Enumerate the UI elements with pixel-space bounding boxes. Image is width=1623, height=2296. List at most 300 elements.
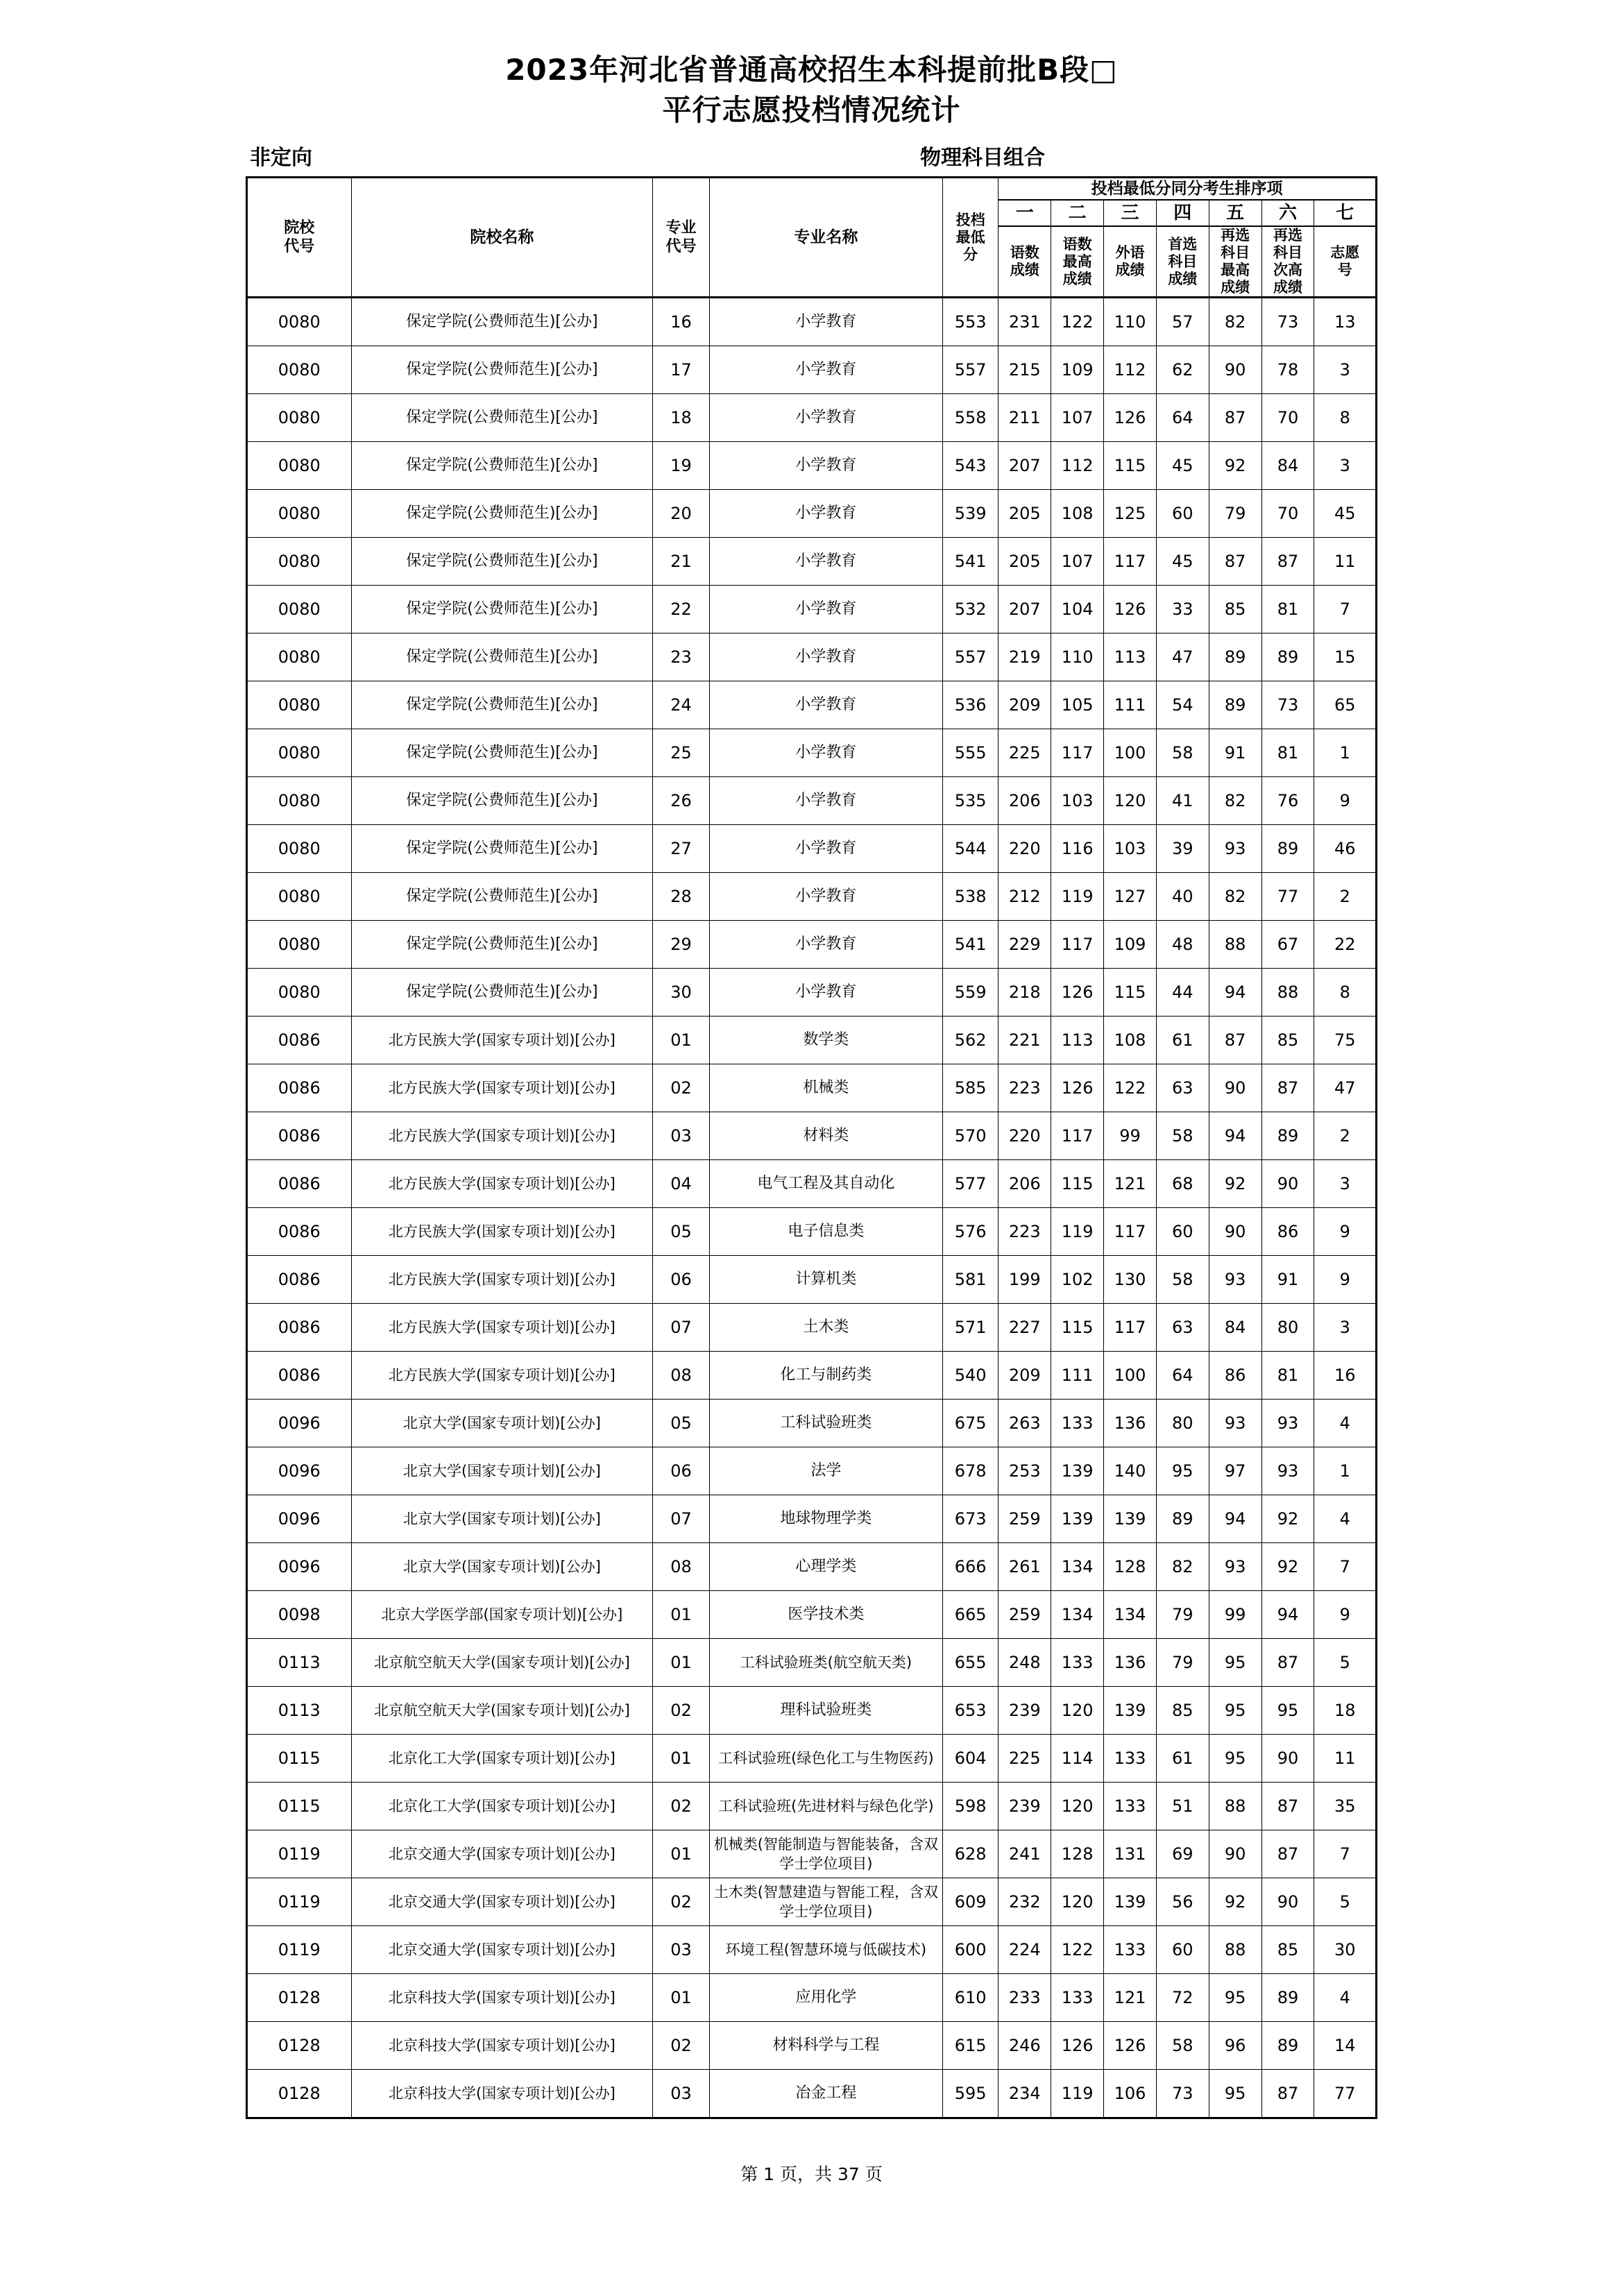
- subheader-subject-group-label: 物理科目组合: [920, 146, 1045, 170]
- cell-tiebreak-2: 107: [1051, 538, 1104, 586]
- cell-tiebreak-1: 206: [999, 777, 1051, 825]
- cell-tiebreak-2: 133: [1051, 1639, 1104, 1687]
- cell-tiebreak-1: 231: [999, 298, 1051, 346]
- table-row: [247, 586, 1377, 633]
- header-school-code-line1: 院校: [284, 219, 315, 237]
- cell-tiebreak-1: 233: [999, 1974, 1051, 2022]
- cell-volunteer-number: 5: [1314, 1878, 1377, 1926]
- cell-major-name: 工科试验班类(航空航天类): [709, 1639, 942, 1687]
- cell-tiebreak-6: 89: [1261, 1974, 1314, 2022]
- cell-tiebreak-6: 70: [1261, 490, 1314, 538]
- table-row: [247, 1400, 1377, 1447]
- cell-min-score: 595: [942, 2070, 998, 2118]
- cell-tiebreak-6: 90: [1261, 1878, 1314, 1926]
- cell-tiebreak-4: 79: [1156, 1639, 1209, 1687]
- cell-school-code: 0128: [247, 2022, 352, 2070]
- cell-major-name: 医学技术类: [709, 1591, 942, 1639]
- header-sub-2-line1: 语数: [1062, 235, 1092, 253]
- cell-tiebreak-5: 88: [1209, 1926, 1261, 1974]
- cell-school-code: 0080: [247, 346, 352, 394]
- cell-tiebreak-4: 63: [1156, 1064, 1209, 1112]
- cell-school-name: 保定学院(公费师范生)[公办]: [351, 873, 653, 921]
- cell-major-name: 材料类: [709, 1112, 942, 1160]
- cell-min-score: 555: [942, 729, 998, 777]
- cell-tiebreak-1: 205: [999, 490, 1051, 538]
- cell-tiebreak-1: 220: [999, 1112, 1051, 1160]
- cell-tiebreak-3: 130: [1104, 1256, 1157, 1304]
- cell-tiebreak-2: 115: [1051, 1160, 1104, 1208]
- cell-tiebreak-3: 100: [1104, 1352, 1157, 1400]
- cell-major-name: 工科试验班(绿色化工与生物医药): [709, 1735, 942, 1783]
- cell-tiebreak-6: 87: [1261, 1064, 1314, 1112]
- table-row: [247, 1256, 1377, 1304]
- cell-tiebreak-1: 212: [999, 873, 1051, 921]
- cell-school-name: 北方民族大学(国家专项计划)[公办]: [351, 1112, 653, 1160]
- title-line-2: 平行志愿投档情况统计: [662, 93, 961, 127]
- cell-tiebreak-1: 225: [999, 1735, 1051, 1783]
- cell-major-name: 环境工程(智慧环境与低碳技术): [709, 1926, 942, 1974]
- cell-school-name: 保定学院(公费师范生)[公办]: [351, 586, 653, 633]
- cell-tiebreak-3: 131: [1104, 1830, 1157, 1878]
- table-row: [247, 1447, 1377, 1495]
- cell-tiebreak-3: 139: [1104, 1687, 1157, 1735]
- cell-school-code: 0080: [247, 298, 352, 346]
- cell-tiebreak-4: 60: [1156, 490, 1209, 538]
- cell-tiebreak-2: 122: [1051, 1926, 1104, 1974]
- cell-school-code: 0080: [247, 729, 352, 777]
- cell-tiebreak-6: 67: [1261, 921, 1314, 969]
- cell-tiebreak-2: 114: [1051, 1735, 1104, 1783]
- cell-volunteer-number: 4: [1314, 1495, 1377, 1543]
- cell-major-name: 小学教育: [709, 442, 942, 490]
- cell-school-name: 保定学院(公费师范生)[公办]: [351, 969, 653, 1017]
- cell-tiebreak-6: 89: [1261, 2022, 1314, 2070]
- cell-tiebreak-4: 82: [1156, 1543, 1209, 1591]
- cell-school-code: 0098: [247, 1591, 352, 1639]
- cell-major-name: 小学教育: [709, 873, 942, 921]
- cell-tiebreak-3: 136: [1104, 1639, 1157, 1687]
- cell-volunteer-number: 9: [1314, 1208, 1377, 1256]
- header-row-group: [247, 178, 1377, 201]
- cell-tiebreak-4: 48: [1156, 921, 1209, 969]
- table-row: [247, 1352, 1377, 1400]
- cell-tiebreak-2: 120: [1051, 1878, 1104, 1926]
- cell-tiebreak-1: 211: [999, 394, 1051, 442]
- cell-min-score: 615: [942, 2022, 998, 2070]
- cell-volunteer-number: 8: [1314, 394, 1377, 442]
- cell-major-name: 土木类(智慧建造与智能工程，含双学士学位项目): [709, 1878, 942, 1926]
- cell-school-code: 0080: [247, 538, 352, 586]
- cell-tiebreak-5: 79: [1209, 490, 1261, 538]
- header-sub-4: [1156, 226, 1209, 298]
- cell-major-name: 小学教育: [709, 825, 942, 873]
- cell-tiebreak-5: 94: [1209, 1495, 1261, 1543]
- cell-tiebreak-5: 95: [1209, 2070, 1261, 2118]
- cell-tiebreak-5: 97: [1209, 1447, 1261, 1495]
- header-min-score-line3: 分: [963, 246, 978, 263]
- header-sub-1: [999, 226, 1051, 298]
- header-numeral-6: 六: [1261, 200, 1314, 226]
- cell-tiebreak-3: 134: [1104, 1591, 1157, 1639]
- cell-tiebreak-6: 88: [1261, 969, 1314, 1017]
- cell-school-name: 保定学院(公费师范生)[公办]: [351, 729, 653, 777]
- cell-major-name: 地球物理学类: [709, 1495, 942, 1543]
- cell-major-code: 01: [653, 1735, 710, 1783]
- cell-tiebreak-6: 94: [1261, 1591, 1314, 1639]
- cell-volunteer-number: 4: [1314, 1400, 1377, 1447]
- cell-school-name: 北方民族大学(国家专项计划)[公办]: [351, 1256, 653, 1304]
- cell-school-name: 北京科技大学(国家专项计划)[公办]: [351, 1974, 653, 2022]
- cell-school-code: 0086: [247, 1208, 352, 1256]
- cell-school-code: 0080: [247, 921, 352, 969]
- cell-tiebreak-5: 87: [1209, 1017, 1261, 1064]
- cell-school-code: 0080: [247, 394, 352, 442]
- cell-tiebreak-5: 87: [1209, 394, 1261, 442]
- header-min-score-line1: 投档: [955, 211, 985, 228]
- header-min-score: [942, 178, 998, 298]
- cell-tiebreak-5: 95: [1209, 1735, 1261, 1783]
- cell-school-code: 0096: [247, 1447, 352, 1495]
- header-sub-4-line2: 科目: [1168, 253, 1198, 270]
- cell-school-code: 0128: [247, 2070, 352, 2118]
- table-row: [247, 1735, 1377, 1783]
- cell-tiebreak-4: 58: [1156, 2022, 1209, 2070]
- cell-school-name: 北京交通大学(国家专项计划)[公办]: [351, 1830, 653, 1878]
- cell-tiebreak-5: 91: [1209, 729, 1261, 777]
- cell-major-code: 07: [653, 1304, 710, 1352]
- cell-min-score: 628: [942, 1830, 998, 1878]
- cell-major-code: 19: [653, 442, 710, 490]
- cell-tiebreak-3: 117: [1104, 1208, 1157, 1256]
- cell-tiebreak-6: 70: [1261, 394, 1314, 442]
- cell-tiebreak-4: 45: [1156, 538, 1209, 586]
- table-row: [247, 1064, 1377, 1112]
- cell-tiebreak-3: 121: [1104, 1974, 1157, 2022]
- header-sub-4-line3: 成绩: [1168, 270, 1198, 287]
- cell-tiebreak-1: 232: [999, 1878, 1051, 1926]
- cell-tiebreak-5: 93: [1209, 825, 1261, 873]
- cell-school-name: 保定学院(公费师范生)[公办]: [351, 633, 653, 681]
- cell-major-name: 计算机类: [709, 1256, 942, 1304]
- cell-min-score: 541: [942, 921, 998, 969]
- cell-tiebreak-2: 111: [1051, 1352, 1104, 1400]
- cell-volunteer-number: 8: [1314, 969, 1377, 1017]
- cell-major-name: 电子信息类: [709, 1208, 942, 1256]
- cell-major-code: 08: [653, 1543, 710, 1591]
- header-sub-5-line4: 成绩: [1221, 279, 1250, 296]
- cell-volunteer-number: 9: [1314, 777, 1377, 825]
- cell-tiebreak-6: 81: [1261, 729, 1314, 777]
- header-sub-5: [1209, 226, 1261, 298]
- cell-tiebreak-5: 92: [1209, 1160, 1261, 1208]
- cell-major-code: 02: [653, 1783, 710, 1830]
- cell-volunteer-number: 3: [1314, 1160, 1377, 1208]
- cell-tiebreak-6: 89: [1261, 1112, 1314, 1160]
- header-major-code-line1: 专业: [665, 219, 697, 237]
- cell-major-code: 16: [653, 298, 710, 346]
- cell-volunteer-number: 22: [1314, 921, 1377, 969]
- cell-tiebreak-4: 72: [1156, 1974, 1209, 2022]
- table-row: [247, 969, 1377, 1017]
- cell-school-name: 保定学院(公费师范生)[公办]: [351, 777, 653, 825]
- cell-tiebreak-6: 85: [1261, 1017, 1314, 1064]
- header-sub-7-line2: 号: [1337, 262, 1352, 278]
- cell-tiebreak-4: 51: [1156, 1783, 1209, 1830]
- table-row: [247, 1878, 1377, 1926]
- cell-tiebreak-1: 209: [999, 681, 1051, 729]
- cell-school-name: 北京交通大学(国家专项计划)[公办]: [351, 1926, 653, 1974]
- cell-tiebreak-1: 248: [999, 1639, 1051, 1687]
- cell-volunteer-number: 3: [1314, 1304, 1377, 1352]
- cell-school-code: 0096: [247, 1495, 352, 1543]
- cell-tiebreak-3: 125: [1104, 490, 1157, 538]
- cell-school-name: 北京航空航天大学(国家专项计划)[公办]: [351, 1687, 653, 1735]
- cell-tiebreak-2: 112: [1051, 442, 1104, 490]
- cell-major-name: 化工与制药类: [709, 1352, 942, 1400]
- cell-tiebreak-6: 90: [1261, 1160, 1314, 1208]
- cell-tiebreak-4: 39: [1156, 825, 1209, 873]
- cell-school-name: 北京化工大学(国家专项计划)[公办]: [351, 1783, 653, 1830]
- cell-school-code: 0080: [247, 969, 352, 1017]
- page-footer: 第 1 页，共 37 页: [740, 2164, 883, 2184]
- cell-major-code: 01: [653, 1830, 710, 1878]
- cell-tiebreak-2: 134: [1051, 1543, 1104, 1591]
- cell-major-code: 28: [653, 873, 710, 921]
- cell-tiebreak-1: 225: [999, 729, 1051, 777]
- cell-volunteer-number: 14: [1314, 2022, 1377, 2070]
- cell-tiebreak-3: 126: [1104, 586, 1157, 633]
- cell-tiebreak-5: 92: [1209, 1878, 1261, 1926]
- cell-tiebreak-5: 92: [1209, 442, 1261, 490]
- cell-tiebreak-4: 58: [1156, 1256, 1209, 1304]
- cell-school-name: 北京化工大学(国家专项计划)[公办]: [351, 1735, 653, 1783]
- cell-tiebreak-4: 60: [1156, 1926, 1209, 1974]
- header-major-name: 专业名称: [709, 178, 942, 298]
- cell-tiebreak-6: 87: [1261, 538, 1314, 586]
- cell-min-score: 538: [942, 873, 998, 921]
- cell-tiebreak-3: 136: [1104, 1400, 1157, 1447]
- cell-tiebreak-3: 106: [1104, 2070, 1157, 2118]
- table-row: [247, 681, 1377, 729]
- cell-tiebreak-4: 44: [1156, 969, 1209, 1017]
- table-row: [247, 538, 1377, 586]
- header-sub-3-line2: 成绩: [1115, 262, 1145, 278]
- cell-school-code: 0086: [247, 1160, 352, 1208]
- header-sub-6-line3: 次高: [1273, 262, 1302, 278]
- cell-school-code: 0128: [247, 1974, 352, 2022]
- cell-tiebreak-4: 57: [1156, 298, 1209, 346]
- cell-min-score: 535: [942, 777, 998, 825]
- cell-major-code: 21: [653, 538, 710, 586]
- cell-school-code: 0080: [247, 681, 352, 729]
- cell-volunteer-number: 3: [1314, 346, 1377, 394]
- cell-tiebreak-4: 60: [1156, 1208, 1209, 1256]
- cell-major-code: 26: [653, 777, 710, 825]
- cell-major-name: 小学教育: [709, 969, 942, 1017]
- cell-major-code: 02: [653, 2022, 710, 2070]
- cell-tiebreak-2: 116: [1051, 825, 1104, 873]
- cell-tiebreak-5: 82: [1209, 777, 1261, 825]
- cell-school-name: 北京科技大学(国家专项计划)[公办]: [351, 2070, 653, 2118]
- cell-major-name: 冶金工程: [709, 2070, 942, 2118]
- cell-tiebreak-4: 62: [1156, 346, 1209, 394]
- admission-statistics-table: [246, 176, 1377, 2119]
- cell-tiebreak-6: 90: [1261, 1735, 1314, 1783]
- cell-major-name: 小学教育: [709, 586, 942, 633]
- cell-tiebreak-6: 92: [1261, 1495, 1314, 1543]
- cell-school-code: 0119: [247, 1830, 352, 1878]
- table-row: [247, 490, 1377, 538]
- cell-school-code: 0080: [247, 825, 352, 873]
- cell-tiebreak-3: 113: [1104, 633, 1157, 681]
- cell-school-code: 0096: [247, 1543, 352, 1591]
- cell-major-code: 03: [653, 1112, 710, 1160]
- cell-min-score: 581: [942, 1256, 998, 1304]
- cell-tiebreak-2: 113: [1051, 1017, 1104, 1064]
- cell-major-name: 应用化学: [709, 1974, 942, 2022]
- cell-min-score: 557: [942, 346, 998, 394]
- cell-min-score: 675: [942, 1400, 998, 1447]
- cell-tiebreak-3: 108: [1104, 1017, 1157, 1064]
- cell-school-name: 北方民族大学(国家专项计划)[公办]: [351, 1160, 653, 1208]
- header-sub-5-line3: 最高: [1221, 262, 1250, 278]
- cell-tiebreak-2: 126: [1051, 969, 1104, 1017]
- cell-tiebreak-3: 110: [1104, 298, 1157, 346]
- cell-school-code: 0115: [247, 1735, 352, 1783]
- cell-min-score: 609: [942, 1878, 998, 1926]
- cell-major-name: 工科试验班(先进材料与绿色化学): [709, 1783, 942, 1830]
- cell-school-code: 0086: [247, 1112, 352, 1160]
- cell-tiebreak-1: 241: [999, 1830, 1051, 1878]
- cell-tiebreak-5: 82: [1209, 298, 1261, 346]
- cell-tiebreak-1: 215: [999, 346, 1051, 394]
- cell-tiebreak-5: 93: [1209, 1543, 1261, 1591]
- cell-tiebreak-6: 73: [1261, 681, 1314, 729]
- cell-major-code: 04: [653, 1160, 710, 1208]
- cell-tiebreak-5: 84: [1209, 1304, 1261, 1352]
- cell-tiebreak-4: 56: [1156, 1878, 1209, 1926]
- cell-major-code: 01: [653, 1639, 710, 1687]
- cell-tiebreak-3: 99: [1104, 1112, 1157, 1160]
- cell-volunteer-number: 1: [1314, 729, 1377, 777]
- cell-major-name: 机械类(智能制造与智能装备，含双学士学位项目): [709, 1830, 942, 1878]
- cell-tiebreak-1: 224: [999, 1926, 1051, 1974]
- cell-school-name: 北京大学(国家专项计划)[公办]: [351, 1447, 653, 1495]
- header-numeral-3: 三: [1104, 200, 1157, 226]
- cell-tiebreak-6: 73: [1261, 298, 1314, 346]
- cell-tiebreak-5: 95: [1209, 1687, 1261, 1735]
- cell-tiebreak-2: 108: [1051, 490, 1104, 538]
- cell-major-code: 05: [653, 1208, 710, 1256]
- cell-tiebreak-3: 139: [1104, 1878, 1157, 1926]
- cell-tiebreak-3: 133: [1104, 1926, 1157, 1974]
- header-sub-2-line3: 成绩: [1062, 270, 1092, 287]
- cell-tiebreak-4: 63: [1156, 1304, 1209, 1352]
- cell-tiebreak-4: 79: [1156, 1591, 1209, 1639]
- cell-tiebreak-3: 121: [1104, 1160, 1157, 1208]
- cell-school-name: 北京航空航天大学(国家专项计划)[公办]: [351, 1639, 653, 1687]
- cell-tiebreak-4: 61: [1156, 1017, 1209, 1064]
- header-sub-6-line4: 成绩: [1273, 279, 1302, 296]
- cell-tiebreak-2: 128: [1051, 1830, 1104, 1878]
- cell-tiebreak-1: 227: [999, 1304, 1051, 1352]
- table-row: [247, 1783, 1377, 1830]
- cell-tiebreak-1: 229: [999, 921, 1051, 969]
- cell-tiebreak-6: 81: [1261, 586, 1314, 633]
- cell-school-code: 0086: [247, 1017, 352, 1064]
- cell-tiebreak-3: 115: [1104, 969, 1157, 1017]
- cell-volunteer-number: 7: [1314, 586, 1377, 633]
- cell-major-code: 06: [653, 1256, 710, 1304]
- cell-min-score: 553: [942, 298, 998, 346]
- table-row: [247, 729, 1377, 777]
- cell-major-name: 小学教育: [709, 394, 942, 442]
- table-row: [247, 1830, 1377, 1878]
- cell-school-code: 0080: [247, 442, 352, 490]
- cell-school-name: 保定学院(公费师范生)[公办]: [351, 921, 653, 969]
- cell-tiebreak-2: 109: [1051, 346, 1104, 394]
- header-school-code: [247, 178, 352, 298]
- cell-major-code: 29: [653, 921, 710, 969]
- cell-tiebreak-3: 139: [1104, 1495, 1157, 1543]
- cell-tiebreak-4: 58: [1156, 729, 1209, 777]
- cell-tiebreak-5: 87: [1209, 538, 1261, 586]
- cell-volunteer-number: 2: [1314, 1112, 1377, 1160]
- cell-tiebreak-6: 93: [1261, 1447, 1314, 1495]
- cell-min-score: 570: [942, 1112, 998, 1160]
- cell-school-name: 保定学院(公费师范生)[公办]: [351, 442, 653, 490]
- cell-tiebreak-1: 239: [999, 1783, 1051, 1830]
- cell-tiebreak-3: 122: [1104, 1064, 1157, 1112]
- cell-tiebreak-6: 92: [1261, 1543, 1314, 1591]
- cell-tiebreak-6: 80: [1261, 1304, 1314, 1352]
- cell-tiebreak-1: 221: [999, 1017, 1051, 1064]
- cell-tiebreak-1: 234: [999, 2070, 1051, 2118]
- cell-volunteer-number: 1: [1314, 1447, 1377, 1495]
- cell-major-code: 27: [653, 825, 710, 873]
- cell-min-score: 610: [942, 1974, 998, 2022]
- cell-school-code: 0086: [247, 1304, 352, 1352]
- table-row: [247, 1112, 1377, 1160]
- cell-tiebreak-6: 84: [1261, 442, 1314, 490]
- cell-major-name: 法学: [709, 1447, 942, 1495]
- cell-major-code: 03: [653, 1926, 710, 1974]
- cell-volunteer-number: 11: [1314, 538, 1377, 586]
- cell-major-code: 24: [653, 681, 710, 729]
- cell-tiebreak-3: 111: [1104, 681, 1157, 729]
- cell-tiebreak-3: 140: [1104, 1447, 1157, 1495]
- cell-tiebreak-2: 105: [1051, 681, 1104, 729]
- cell-tiebreak-2: 117: [1051, 921, 1104, 969]
- cell-school-name: 北京科技大学(国家专项计划)[公办]: [351, 2022, 653, 2070]
- cell-tiebreak-5: 90: [1209, 1830, 1261, 1878]
- table-row: [247, 1687, 1377, 1735]
- cell-school-code: 0119: [247, 1926, 352, 1974]
- header-numeral-2: 二: [1051, 200, 1104, 226]
- cell-tiebreak-5: 95: [1209, 1639, 1261, 1687]
- cell-tiebreak-1: 206: [999, 1160, 1051, 1208]
- cell-tiebreak-3: 126: [1104, 394, 1157, 442]
- cell-tiebreak-5: 95: [1209, 1974, 1261, 2022]
- cell-major-name: 小学教育: [709, 633, 942, 681]
- cell-major-name: 材料科学与工程: [709, 2022, 942, 2070]
- cell-tiebreak-1: 199: [999, 1256, 1051, 1304]
- cell-min-score: 532: [942, 586, 998, 633]
- cell-school-name: 北京交通大学(国家专项计划)[公办]: [351, 1878, 653, 1926]
- cell-volunteer-number: 16: [1314, 1352, 1377, 1400]
- cell-volunteer-number: 7: [1314, 1830, 1377, 1878]
- cell-min-score: 558: [942, 394, 998, 442]
